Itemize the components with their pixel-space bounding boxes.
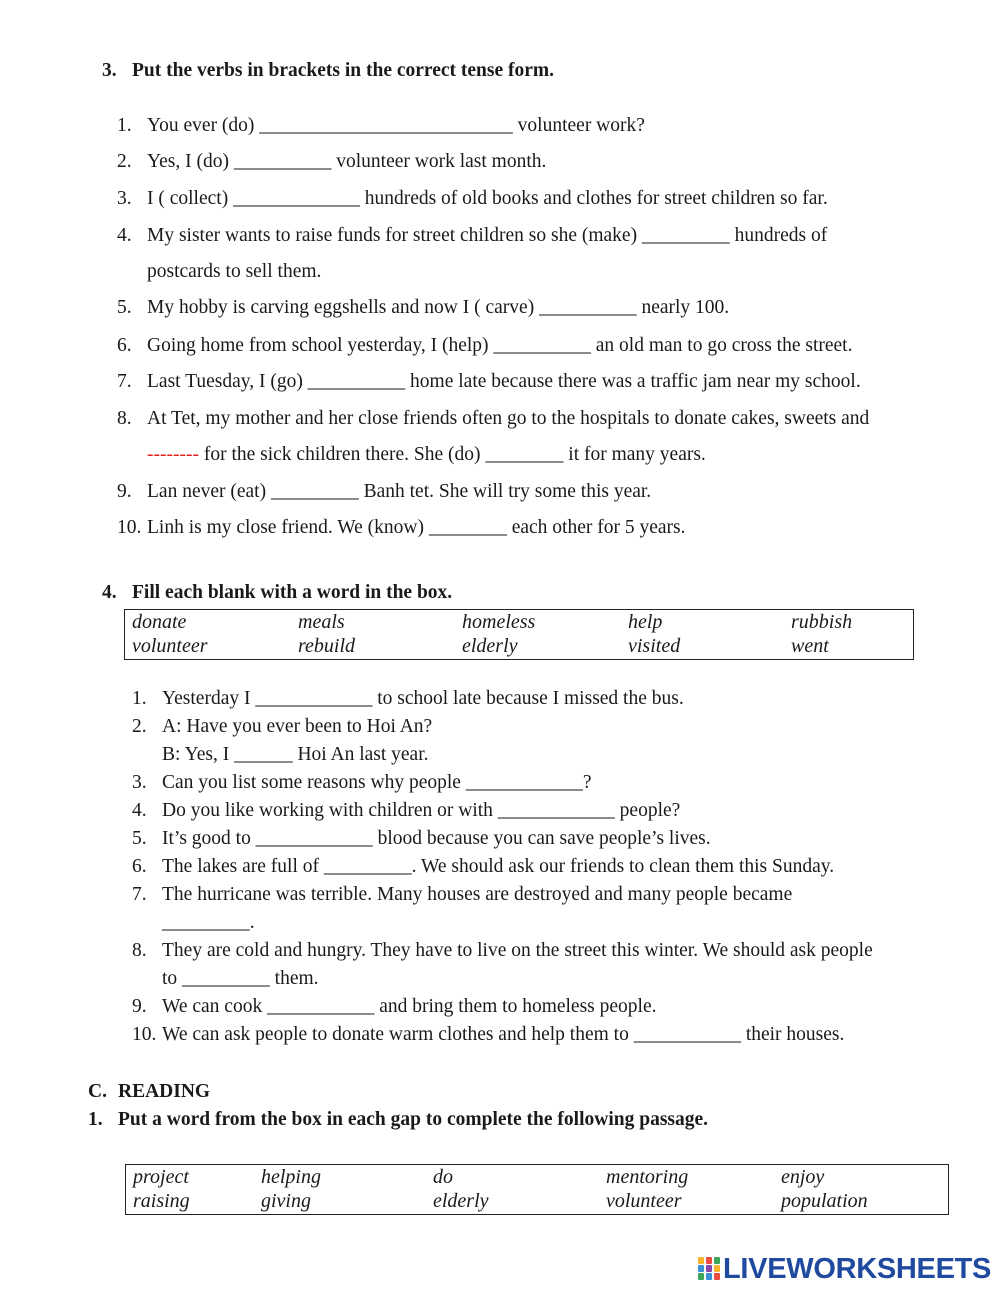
- item-text-continued: postcards to sell them.: [147, 261, 322, 282]
- item-number: 5.: [117, 297, 132, 318]
- item-number: 4.: [132, 800, 147, 821]
- item-number: 6.: [117, 335, 132, 356]
- word-box-word: elderly: [462, 635, 518, 657]
- liveworksheets-logo: [698, 1254, 991, 1284]
- word-box-word: enjoy: [781, 1166, 825, 1188]
- item-text-continued: B: Yes, I ______ Hoi An last year.: [162, 744, 429, 765]
- item-text: Yes, I (do) __________ volunteer work last month.: [147, 151, 547, 172]
- word-box-word: project: [133, 1166, 189, 1188]
- item-number: 10.: [132, 1024, 157, 1045]
- item-text: We can cook ___________ and bring them to homeless people.: [162, 996, 657, 1017]
- word-box-word: visited: [628, 635, 681, 657]
- item-number: 2.: [117, 151, 132, 172]
- word-box-word: volunteer: [606, 1190, 682, 1212]
- item-number: 1.: [117, 115, 132, 136]
- word-box-word: population: [781, 1190, 868, 1212]
- item-text: Can you list some reasons why people ____________?: [162, 772, 592, 793]
- word-box-word: help: [628, 611, 663, 633]
- reading-ex-title: Put a word from the box in each gap to complete the following passage.: [118, 1109, 709, 1130]
- word-box-reading: [125, 1164, 949, 1215]
- red-dashes: --------: [147, 444, 199, 465]
- word-box-word: volunteer: [132, 635, 208, 657]
- word-box-word: went: [791, 635, 829, 657]
- word-box-word: mentoring: [606, 1166, 689, 1188]
- item-number: 7.: [132, 884, 147, 905]
- item-number: 8.: [117, 408, 132, 429]
- item-number: 6.: [132, 856, 147, 877]
- item-number: 3.: [132, 772, 147, 793]
- item-text-continued: to _________ them.: [162, 968, 319, 989]
- item-number: 8.: [132, 940, 147, 961]
- item-number: 10.: [117, 517, 142, 538]
- word-box-word: rebuild: [298, 635, 356, 657]
- item-number: 7.: [117, 371, 132, 392]
- word-box-word: do: [433, 1166, 453, 1188]
- exercise-4-number: 4.: [102, 582, 117, 603]
- item-text: Linh is my close friend. We (know) ________ each other for 5 years.: [147, 517, 686, 538]
- item-text: They are cold and hungry. They have to live on the street this winter. We should ask people: [162, 940, 873, 961]
- word-box-word: homeless: [462, 611, 536, 633]
- item-text: Yesterday I ____________ to school late because I missed the bus.: [162, 688, 684, 709]
- word-box-word: meals: [298, 611, 345, 633]
- exercise-4-title: Fill each blank with a word in the box.: [132, 582, 453, 603]
- item-text: It’s good to ____________ blood because you can save people’s lives.: [162, 828, 711, 849]
- exercise-3-number: 3.: [102, 60, 117, 81]
- item-text: At Tet, my mother and her close friends often go to the hospitals to donate cakes, sweets and: [147, 408, 870, 429]
- item-number: 9.: [132, 996, 147, 1017]
- word-box-word: giving: [261, 1190, 311, 1212]
- item-text: We can ask people to donate warm clothes and help them to ___________ their houses.: [162, 1024, 845, 1045]
- item-text: The lakes are full of _________. We should ask our friends to clean them this Sunday.: [162, 856, 835, 877]
- item-number: 5.: [132, 828, 147, 849]
- word-box-exercise-4: [124, 609, 914, 660]
- item-text: A: Have you ever been to Hoi An?: [162, 716, 433, 737]
- item-number: 3.: [117, 188, 132, 209]
- item-text-continued: _________.: [162, 912, 255, 933]
- word-box-word: helping: [261, 1166, 321, 1188]
- item-text: You ever (do) __________________________ volunteer work?: [147, 115, 645, 136]
- section-c-title: READING: [118, 1081, 211, 1102]
- item-text: I ( collect) _____________ hundreds of old books and clothes for street children so far.: [147, 188, 828, 209]
- logo-blocks-icon: [698, 1257, 720, 1281]
- item-text: Going home from school yesterday, I (help) __________ an old man to go cross the street.: [147, 335, 853, 356]
- word-box-word: elderly: [433, 1190, 489, 1212]
- word-box-word: raising: [133, 1190, 190, 1212]
- item-text: Lan never (eat) _________ Banh tet. She will try some this year.: [147, 481, 652, 502]
- item-number: 1.: [132, 688, 147, 709]
- word-box-row: [125, 635, 913, 659]
- continued-text: for the sick children there. She (do) ________ it for many years.: [198, 444, 706, 465]
- word-box-word: rubbish: [791, 611, 853, 633]
- item-number: 4.: [117, 225, 132, 246]
- word-box-row: [126, 1190, 948, 1214]
- item-number: 9.: [117, 481, 132, 502]
- logo-text: LIVEWORKSHEETS: [723, 1252, 992, 1285]
- item-text: Do you like working with children or with ____________ people?: [162, 800, 681, 821]
- item-text: The hurricane was terrible. Many houses are destroyed and many people became: [162, 884, 793, 905]
- item-text: My hobby is carving eggshells and now I ( carve) __________ nearly 100.: [147, 297, 730, 318]
- item-number: 2.: [132, 716, 147, 737]
- word-box-word: donate: [132, 611, 187, 633]
- item-text-continued: [147, 444, 706, 466]
- reading-ex-number: 1.: [88, 1109, 103, 1130]
- exercise-3-title: Put the verbs in brackets in the correct tense form.: [132, 60, 555, 81]
- item-text: My sister wants to raise funds for street children so she (make) _________ hundreds of: [147, 225, 828, 246]
- word-box-row: [125, 611, 913, 635]
- section-c-letter: C.: [88, 1081, 107, 1102]
- word-box-row: [126, 1166, 948, 1190]
- item-text: Last Tuesday, I (go) __________ home late because there was a traffic jam near my school.: [147, 371, 861, 392]
